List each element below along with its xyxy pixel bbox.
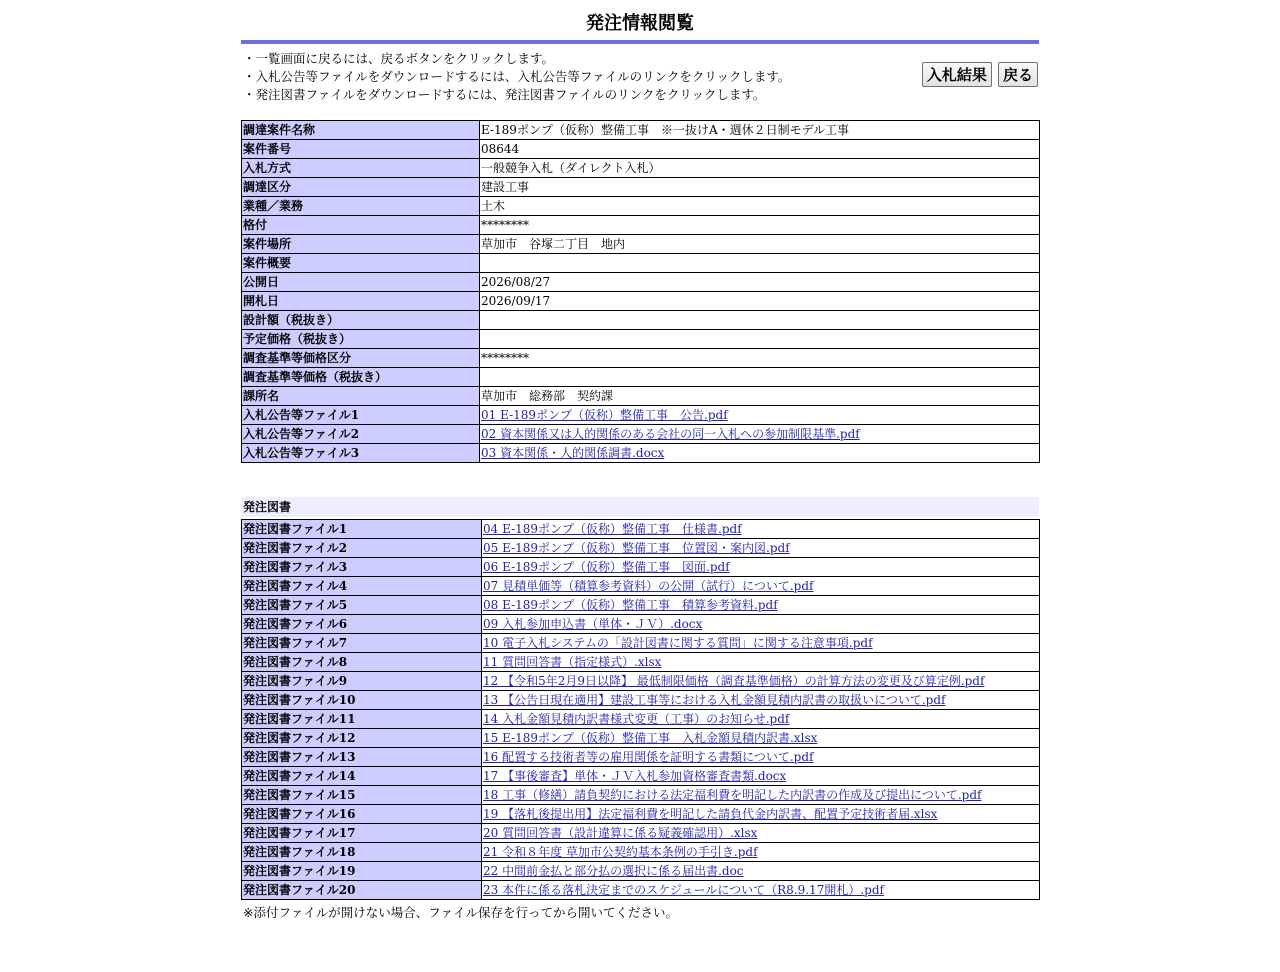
case-info-table <box>241 120 1040 463</box>
row-label: 調査基準等価格区分 <box>242 349 480 368</box>
notice-file-link[interactable]: 01 E-189ポンプ（仮称）整備工事 公告.pdf <box>481 408 728 422</box>
doc-file-link[interactable]: 17 【事後審査】単体・ＪＶ入札参加資格審査書類.docx <box>483 769 787 783</box>
doc-file-row <box>242 862 1040 881</box>
row-value-cell <box>480 444 1040 463</box>
doc-file-link[interactable]: 19 【落札後提出用】法定福利費を明記した請負代金内訳書、配置予定技術者届.xlsx <box>483 807 938 821</box>
row-value-cell: 2026/08/27 <box>480 273 1040 292</box>
doc-file-row <box>242 672 1040 691</box>
doc-file-row <box>242 539 1040 558</box>
bid-results-button[interactable]: 入札結果 <box>922 62 992 87</box>
row-label: 予定価格（税抜き） <box>242 330 480 349</box>
doc-file-row <box>242 710 1040 729</box>
info-row <box>242 349 1040 368</box>
row-value-cell <box>482 729 1040 748</box>
info-row <box>242 330 1040 349</box>
info-row <box>242 368 1040 387</box>
back-button[interactable]: 戻る <box>998 62 1038 87</box>
doc-file-link[interactable]: 04 E-189ポンプ（仮称）整備工事 仕様書.pdf <box>483 522 742 536</box>
row-label: 入札公告等ファイル2 <box>242 425 480 444</box>
row-value-cell: 草加市 谷塚二丁目 地内 <box>480 235 1040 254</box>
info-row <box>242 311 1040 330</box>
row-label: 開札日 <box>242 292 480 311</box>
notice-file-link[interactable]: 03 資本関係・人的関係調書.docx <box>481 446 665 460</box>
row-label: 発注図書ファイル9 <box>242 672 482 691</box>
row-value-cell: 草加市 総務部 契約課 <box>480 387 1040 406</box>
instruction-list <box>241 50 1039 104</box>
row-value-cell <box>482 710 1040 729</box>
row-value-cell: 土木 <box>480 197 1040 216</box>
row-value-cell <box>482 805 1040 824</box>
row-label: 発注図書ファイル10 <box>242 691 482 710</box>
row-value-cell <box>482 634 1040 653</box>
row-label: 発注図書ファイル15 <box>242 786 482 805</box>
row-value-cell: E-189ポンプ（仮称）整備工事 ※一抜けA・週休２日制モデル工事 <box>480 121 1040 140</box>
doc-file-row <box>242 729 1040 748</box>
row-label: 入札公告等ファイル3 <box>242 444 480 463</box>
row-label: 設計額（税抜き） <box>242 311 480 330</box>
info-row <box>242 140 1040 159</box>
row-value-cell <box>482 615 1040 634</box>
action-buttons <box>921 62 1038 87</box>
row-label: 調達案件名称 <box>242 121 480 140</box>
row-label: 発注図書ファイル6 <box>242 615 482 634</box>
info-row <box>242 178 1040 197</box>
footer-note: ※添付ファイルが開けない場合、ファイル保存を行ってから開いてください。 <box>243 905 678 920</box>
row-label: 発注図書ファイル8 <box>242 653 482 672</box>
row-label: 課所名 <box>242 387 480 406</box>
row-label: 業種／業務 <box>242 197 480 216</box>
doc-file-link[interactable]: 07 見積単価等（積算参考資料）の公開（試行）について.pdf <box>483 579 814 593</box>
row-value-cell <box>482 520 1040 539</box>
row-label: 発注図書ファイル5 <box>242 596 482 615</box>
row-value-cell <box>480 330 1040 349</box>
row-label: 発注図書ファイル19 <box>242 862 482 881</box>
row-value-cell <box>482 596 1040 615</box>
row-value-cell <box>482 786 1040 805</box>
title-divider <box>241 40 1039 44</box>
row-label: 発注図書ファイル7 <box>242 634 482 653</box>
doc-file-link[interactable]: 23 本件に係る落札決定までのスケジュールについて（R8.9.17開札）.pdf <box>483 883 884 897</box>
info-row <box>242 273 1040 292</box>
row-value-cell <box>482 577 1040 596</box>
row-label: 発注図書ファイル3 <box>242 558 482 577</box>
doc-file-row <box>242 748 1040 767</box>
row-value-cell: 建設工事 <box>480 178 1040 197</box>
info-row <box>242 121 1040 140</box>
instructions-panel <box>241 50 1039 106</box>
doc-file-row <box>242 520 1040 539</box>
page-container <box>241 0 1039 921</box>
row-value-cell <box>480 254 1040 273</box>
doc-file-link[interactable]: 09 入札参加申込書（単体・ＪＶ）.docx <box>483 617 703 631</box>
doc-file-link[interactable]: 16 配置する技術者等の雇用関係を証明する書類について.pdf <box>483 750 814 764</box>
row-value-cell <box>482 881 1040 900</box>
row-value-cell <box>480 406 1040 425</box>
row-label: 発注図書ファイル14 <box>242 767 482 786</box>
doc-files-body <box>242 520 1040 900</box>
row-label: 案件場所 <box>242 235 480 254</box>
notice-file-row <box>242 406 1040 425</box>
info-row <box>242 197 1040 216</box>
doc-files-table <box>241 519 1040 900</box>
row-label: 発注図書ファイル2 <box>242 539 482 558</box>
doc-file-link[interactable]: 22 中間前金払と部分払の選択に係る届出書.doc <box>483 864 744 878</box>
row-label: 発注図書ファイル18 <box>242 843 482 862</box>
doc-file-link[interactable]: 21 令和８年度 草加市公契約基本条例の手引き.pdf <box>483 845 758 859</box>
row-value-cell: ******** <box>480 216 1040 235</box>
row-value-cell <box>482 862 1040 881</box>
row-value-cell <box>482 691 1040 710</box>
instruction-item: ・発注図書ファイルをダウンロードするには、発注図書ファイルのリンクをクリックします。 <box>243 87 766 102</box>
row-value-cell <box>480 311 1040 330</box>
row-value-cell <box>482 653 1040 672</box>
doc-file-row <box>242 691 1040 710</box>
row-value-cell <box>480 425 1040 444</box>
info-row <box>242 216 1040 235</box>
doc-file-row <box>242 843 1040 862</box>
doc-file-row <box>242 786 1040 805</box>
row-label: 発注図書ファイル20 <box>242 881 482 900</box>
row-value-cell: 08644 <box>480 140 1040 159</box>
doc-file-row <box>242 767 1040 786</box>
row-label: 調査基準等価格（税抜き） <box>242 368 480 387</box>
row-label: 発注図書ファイル1 <box>242 520 482 539</box>
doc-file-row <box>242 805 1040 824</box>
row-value-cell: 2026/09/17 <box>480 292 1040 311</box>
row-label: 入札公告等ファイル1 <box>242 406 480 425</box>
row-label: 格付 <box>242 216 480 235</box>
row-value-cell <box>482 767 1040 786</box>
doc-file-link[interactable]: 12 【令和5年2月9日以降】 最低制限価格（調査基準価格）の計算方法の変更及び算定例.pdf <box>483 674 985 688</box>
doc-file-link[interactable]: 15 E-189ポンプ（仮称）整備工事 入札金額見積内訳書.xlsx <box>483 731 818 745</box>
row-value-cell: 一般競争入札（ダイレクト入札） <box>480 159 1040 178</box>
row-value-cell: ******** <box>480 349 1040 368</box>
doc-file-row <box>242 824 1040 843</box>
row-value-cell <box>482 748 1040 767</box>
row-value-cell <box>482 539 1040 558</box>
row-value-cell <box>482 672 1040 691</box>
doc-file-row <box>242 634 1040 653</box>
doc-file-link[interactable]: 06 E-189ポンプ（仮称）整備工事 図面.pdf <box>483 560 730 574</box>
doc-file-link[interactable]: 11 質問回答書（指定様式）.xlsx <box>483 655 662 669</box>
doc-file-row <box>242 596 1040 615</box>
row-value-cell <box>482 824 1040 843</box>
doc-file-row <box>242 881 1040 900</box>
info-row <box>242 254 1040 273</box>
notice-file-row <box>242 425 1040 444</box>
doc-file-link[interactable]: 10 電子入札システムの「設計図書に関する質問」に関する注意事項.pdf <box>483 636 873 650</box>
row-label: 調達区分 <box>242 178 480 197</box>
doc-file-row <box>242 558 1040 577</box>
row-value-cell <box>480 368 1040 387</box>
doc-file-link[interactable]: 13 【公告日現在適用】建設工事等における入札金額見積内訳書の取扱いについて.pdf <box>483 693 946 707</box>
row-label: 公開日 <box>242 273 480 292</box>
row-value-cell <box>482 558 1040 577</box>
doc-file-row <box>242 615 1040 634</box>
instruction-item: ・一覧画面に戻るには、戻るボタンをクリックします。 <box>243 51 555 66</box>
doc-file-link[interactable]: 08 E-189ポンプ（仮称）整備工事 積算参考資料.pdf <box>483 598 778 612</box>
doc-file-link[interactable]: 14 入札金額見積内訳書様式変更（工事）のお知らせ.pdf <box>483 712 790 726</box>
row-label: 発注図書ファイル4 <box>242 577 482 596</box>
notice-file-row <box>242 444 1040 463</box>
doc-file-row <box>242 577 1040 596</box>
row-label: 案件概要 <box>242 254 480 273</box>
info-row <box>242 387 1040 406</box>
instruction-item: ・入札公告等ファイルをダウンロードするには、入札公告等ファイルのリンクをクリックします。 <box>243 69 791 84</box>
doc-file-link[interactable]: 20 質問回答書（設計違算に係る疑義確認用）.xlsx <box>483 826 758 840</box>
page-title: 発注情報閲覧 <box>586 13 694 34</box>
row-value-cell <box>482 843 1040 862</box>
row-label: 発注図書ファイル11 <box>242 710 482 729</box>
row-label: 発注図書ファイル13 <box>242 748 482 767</box>
notice-file-link[interactable]: 02 資本関係又は人的関係のある会社の同一入札への参加制限基準.pdf <box>481 427 860 441</box>
row-label: 案件番号 <box>242 140 480 159</box>
row-label: 入札方式 <box>242 159 480 178</box>
row-label: 発注図書ファイル17 <box>242 824 482 843</box>
doc-file-row <box>242 653 1040 672</box>
case-info-body <box>242 121 1040 463</box>
doc-file-link[interactable]: 18 工事（修繕）請負契約における法定福利費を明記した内訳書の作成及び提出について.pdf <box>483 788 982 802</box>
info-row <box>242 159 1040 178</box>
doc-file-link[interactable]: 05 E-189ポンプ（仮称）整備工事 位置図・案内図.pdf <box>483 541 790 555</box>
row-label: 発注図書ファイル16 <box>242 805 482 824</box>
docs-section-title: 発注図書 <box>241 497 1039 517</box>
info-row <box>242 235 1040 254</box>
info-row <box>242 292 1040 311</box>
row-label: 発注図書ファイル12 <box>242 729 482 748</box>
